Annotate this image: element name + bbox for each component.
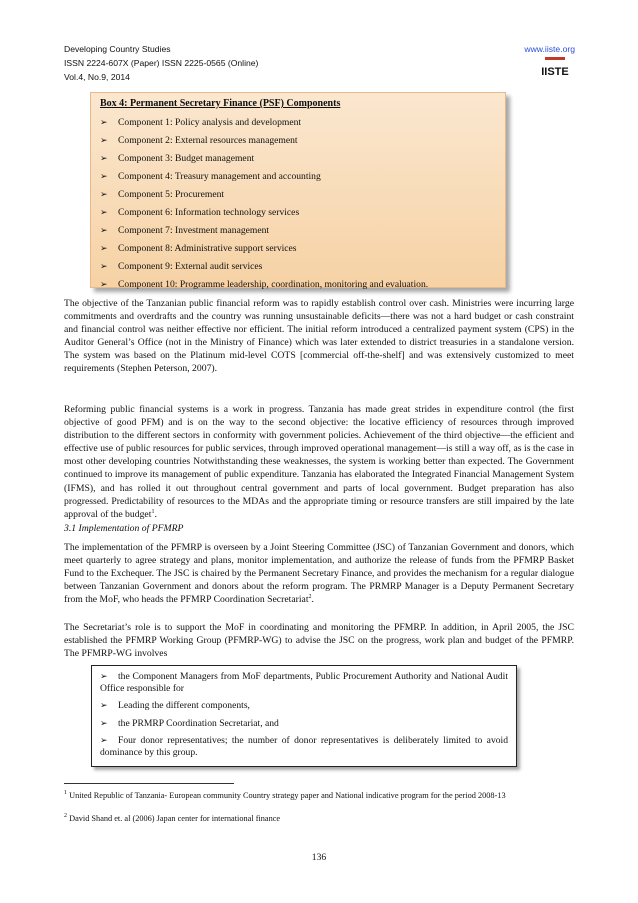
footnote-1: $^1$ United Republic of Tanzania- European community Country strategy paper and National indicative program for the period 2008-13 <box>64 790 506 800</box>
bullet-arrow-icon: ➢ <box>100 244 108 254</box>
list-item: ➢ the Component Managers from MoF departments, Public Procurement Authority and National Audit Office responsible for <box>100 671 508 695</box>
list-item: ➢ Leading the different components, <box>100 700 250 712</box>
psf-component-list <box>100 114 497 294</box>
paragraph-reform-objective: The objective of the Tanzanian public financial reform was to rapidly establish control over cash. Ministries were incurring large commitments and overdrafts and the country was running unsustainable deficits—there was not a hard budget or cash constraint and financial control was neither effective nor efficient. The initial reform introduced a centralized payment system (CPS) in the Auditor General’s Office (not in the Ministry of Finance) which was later extended to district treasuries in a standalone version. The system was based on the Platinum mid-level COTS [commercial off-the-shelf] and was extensively customized to meet requirements (Stephen Peterson, 2007). <box>64 298 574 375</box>
bullet-arrow-icon: ➢ <box>100 701 108 712</box>
list-item: ➢ Component 9: External audit services <box>100 258 497 276</box>
footnote-ref-2[interactable]: 2 <box>308 594 312 601</box>
footnote-ref-1[interactable]: 1 <box>151 508 155 515</box>
journal-name: Developing Country Studies <box>64 44 171 54</box>
bullet-arrow-icon: ➢ <box>100 262 108 272</box>
psf-components-box <box>90 92 506 288</box>
list-item: ➢ Component 4: Treasury management and accounting <box>100 168 497 186</box>
paragraph-implementation: The implementation of the PFMRP is overseen by a Joint Steering Committee (JSC) of Tanzanian Government and donors, which meet quarterly to agree strategy and plans, monitor implementation, and authorize the release of funds from the PFMRP Basket Fund to the Exchequer. The JSC is chaired by the Permanent Secretary Finance, and provides the mechanism for a regular dialogue between Tanzanian Government and donors about the reform program. The PRMRP Manager is a Deputy Permanent Secretary from the MoF, who heads the PFMRP Coordination Secretariat$^2$. <box>64 542 574 606</box>
paragraph-secretariat-role: The Secretariat’s role is to support the MoF in coordinating and monitoring the PFMRP. In addition, in April 2005, the JSC established the PFMRP Working Group (PFMRP-WG) to advise the JSC on the progress, work plan and budget of the PFMRP. The PFMRP-WG involves <box>64 622 574 660</box>
page-number: 136 <box>311 852 327 863</box>
list-item: ➢ Component 6: Information technology services <box>100 204 497 222</box>
paragraph-work-in-progress: Reforming public financial systems is a work in progress. Tanzania has made great strides in expenditure control (the first objective of good PFM) and is on the way to the second objective: the locative efficiency of resources through improved distribution to the different sectors in conformity with government policies. Achievement of the third objective—the efficient and effective use of public resources for public services, through improved operational management—is still a way off, as is the case in most other developing countries Notwithstanding these weaknesses, the system is working better than expected. The Government continued to improve its management of public expenditure. Tanzania has elaborated the Integrated Financial Management System (IFMS), and has rolled it out throughout central government and parts of local government. Budget preparation has also progressed. Predictability of resources to the MDAs and the appropriate timing or resource transfers are still impaired by the late approval of the budget$^1$. <box>64 404 574 520</box>
footnote-divider <box>64 783 234 784</box>
list-item: ➢ Component 1: Policy analysis and development <box>100 114 497 132</box>
journal-issn: ISSN 2224-607X (Paper) ISSN 2225-0565 (Online) <box>64 58 259 68</box>
bullet-arrow-icon: ➢ <box>100 280 108 290</box>
bullet-arrow-icon: ➢ <box>100 672 108 682</box>
list-item: ➢ Component 3: Budget management <box>100 150 497 168</box>
section-subheading: 3.1 Implementation of PFMRP <box>64 523 184 534</box>
bullet-arrow-icon: ➢ <box>100 136 108 146</box>
bullet-arrow-icon: ➢ <box>100 226 108 236</box>
list-item: ➢ the PRMRP Coordination Secretariat, and <box>100 717 279 729</box>
box4-title: Box 4: Permanent Secretary Finance (PSF) Components <box>100 98 341 109</box>
list-item: ➢ Component 10: Programme leadership, coordination, monitoring and evaluation. <box>100 276 497 294</box>
bullet-arrow-icon: ➢ <box>100 172 108 182</box>
footnote-2: $^2$ David Shand et. al (2006) Japan center for international finance <box>64 813 281 823</box>
bullet-arrow-icon: ➢ <box>100 118 108 128</box>
list-item: ➢ Component 7: Investment management <box>100 222 497 240</box>
bullet-arrow-icon: ➢ <box>100 208 108 218</box>
bullet-arrow-icon: ➢ <box>100 718 108 729</box>
bullet-arrow-icon: ➢ <box>100 735 108 746</box>
list-item: ➢ Component 2: External resources management <box>100 132 497 150</box>
logo-text: IISTE <box>541 66 569 78</box>
bullet-arrow-icon: ➢ <box>100 154 108 164</box>
list-item: ➢ Component 8: Administrative support services <box>100 240 497 258</box>
bullet-arrow-icon: ➢ <box>100 190 108 200</box>
list-item: ➢ Four donor representatives; the number of donor representatives is deliberately limited to avoid dominance by this group. <box>100 734 508 759</box>
pfmrp-wg-members-box <box>91 665 517 767</box>
journal-volume: Vol.4, No.9, 2014 <box>64 72 130 82</box>
iiste-logo <box>537 56 573 80</box>
journal-url-link[interactable]: www.iiste.org <box>524 44 575 54</box>
list-item: ➢ Component 5: Procurement <box>100 186 497 204</box>
